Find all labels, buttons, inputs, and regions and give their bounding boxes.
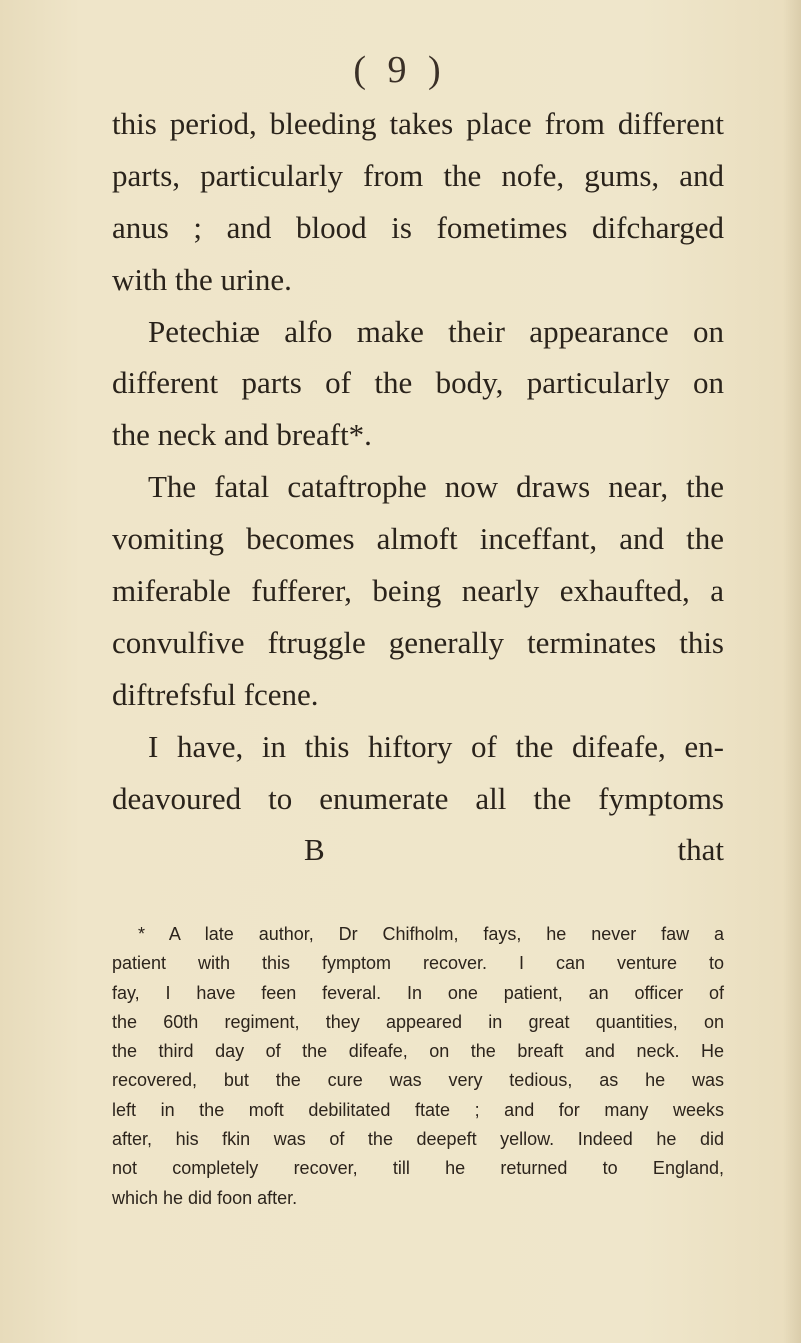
page-number: ( 9 ) bbox=[353, 49, 447, 91]
text-line: Petechiæ alfo make their appearance on bbox=[148, 313, 724, 349]
text-line: different parts of the body, particularly on bbox=[112, 365, 724, 401]
text-line: convulfive ftruggle generally terminates this bbox=[112, 624, 724, 660]
text-line: I have, in this hiftory of the difeafe, en- bbox=[148, 728, 724, 764]
footnote-line: patient with this fymptom recover. I can venture to bbox=[112, 953, 724, 974]
text-line: this period, bleeding takes place from different bbox=[112, 106, 724, 141]
text-line: The fatal cataftrophe now draws near, the bbox=[148, 469, 724, 505]
catchword: that bbox=[677, 832, 724, 868]
text-line: parts, particularly from the nofe, gums, and bbox=[112, 157, 724, 193]
footnote-line: fay, I have feen feveral. In one patient, an officer of bbox=[112, 982, 724, 1003]
text-line: with the urine. bbox=[112, 261, 292, 297]
footnote-line: * A late author, Dr Chifholm, fays, he never faw a bbox=[138, 924, 724, 944]
page-edge-shadow bbox=[783, 0, 801, 1343]
footnote-line: which he did foon after. bbox=[112, 1187, 298, 1208]
text-line: the neck and breaft*. bbox=[112, 417, 372, 453]
footnote-line: the third day of the difeafe, on the breaft and neck. He bbox=[112, 1041, 724, 1062]
footnote-line: after, his fkin was of the deepeft yellow. Indeed he did bbox=[112, 1129, 724, 1150]
text-line: miferable fufferer, being nearly exhaufted, a bbox=[112, 573, 724, 609]
footnote-line: the 60th regiment, they appeared in great quantities, on bbox=[112, 1011, 724, 1032]
signature-line bbox=[112, 824, 724, 876]
footnote-line: recovered, but the cure was very tedious, as he was bbox=[112, 1070, 724, 1091]
footnote bbox=[112, 920, 724, 1213]
footnote-line: not completely recover, till he returned to England, bbox=[112, 1158, 724, 1179]
text-line: diftrefsful fcene. bbox=[112, 676, 319, 712]
text-line: deavoured to enumerate all the fymptoms bbox=[112, 780, 724, 816]
text-line: vomiting becomes almoft inceffant, and the bbox=[112, 521, 724, 557]
footnote-line: left in the moft debilitated ftate ; and for many weeks bbox=[112, 1099, 724, 1120]
main-text bbox=[112, 98, 724, 876]
signature-mark: B bbox=[304, 832, 325, 868]
text-line: anus ; and blood is fometimes difcharged bbox=[112, 209, 724, 245]
